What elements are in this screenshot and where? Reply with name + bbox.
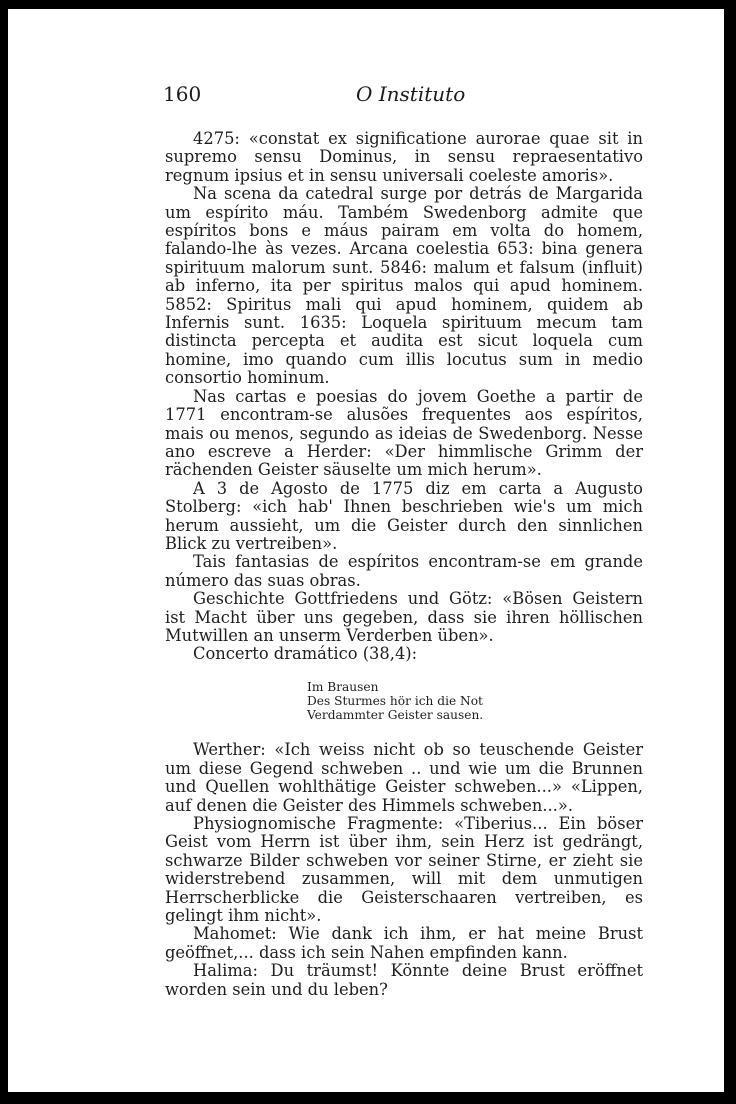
paragraph: Concerto dramático (38,4): [193,644,418,664]
paragraph: Werther: «Ich weiss nicht ob so teuschende Geister um diese Gegend schweben .. und wie um die Brunnen und Quellen wohlthätige Geister schweben...» «Lippen, auf denen die Geister des Himmels schweben...». [165,740,643,815]
paragraph: Mahomet: Wie dank ich ihm, er hat meine Brust geöffnet,... dass ich sein Nahen empfinden kann. [165,924,643,962]
verse-line: Im Brausen [307,679,379,694]
running-title: O Instituto [356,82,466,106]
page-number: 160 [163,82,202,106]
paragraph: Tais fantasias de espíritos encontram-se em grande número das suas obras. [165,552,643,590]
verse-line: Verdammter Geister sausen. [307,708,484,723]
book-page [8,9,724,1092]
paragraph: Nas cartas e poesias do jovem Goethe a partir de 1771 encontram-se alusões frequentes aos espíritos, mais ou menos, segundo as ideias de Swedenborg. Nesse ano escreve a Herder: «Der himmlische Grimm der rächenden Geister säuselte um mich herum». [165,386,643,480]
body-text [165,130,643,999]
verse-quote [307,680,643,723]
paragraph: Halima: Du träumst! Könnte deine Brust eröffnet worden sein und du leben? [165,961,643,999]
paragraph: Geschichte Gottfriedens und Götz: «Bösen Geistern ist Macht über uns gegeben, dass sie ihren höllischen Mutwillen an unserm Verderben üben». [165,589,643,645]
paragraph: A 3 de Agosto de 1775 diz em carta a Augusto Stolberg: «ich hab' Ihnen beschrieben wie's um mich herum aussieht, um die Geister durch den sinnlichen Blick zu vertreiben». [165,478,643,553]
paragraph: Physiognomische Fragmente: «Tiberius... Ein böser Geist vom Herrn ist über ihm, sein Herz ist gedrängt, schwarze Bilder schweben vor seiner Stirne, er zieht sie widerstrebend zusammen, will mit dem unmutigen Herrscherblicke die Geisterschaaren vertreiben, es gelingt ihm nicht». [165,814,643,926]
verse-line: Des Sturmes hör ich die Not [307,693,483,708]
page-header [8,82,724,112]
paragraph: Na scena da catedral surge por detrás de Margarida um espírito máu. Também Swedenborg admite que espíritos bons e máus pairam em volta do homem, falando-lhe às vezes. Arcana coelestia 653: bina genera spirituum malorum sunt. 5846: malum et falsum (influit) ab inferno, ita per spiritus malos qui apud hominem. 5852: Spiritus mali qui apud hominem, quidem ab Infernis sunt. 1635: Loquela spirituum mecum tam distincta percepta et audita est sicut loquela cum homine, imo quando cum illis locutus sum in medio consortio hominum. [165,184,643,388]
paragraph: 4275: «constat ex significatione aurorae quae sit in supremo sensu Dominus, in sensu repraesentativo regnum ipsius et in sensu universali coeleste amoris». [165,129,643,185]
